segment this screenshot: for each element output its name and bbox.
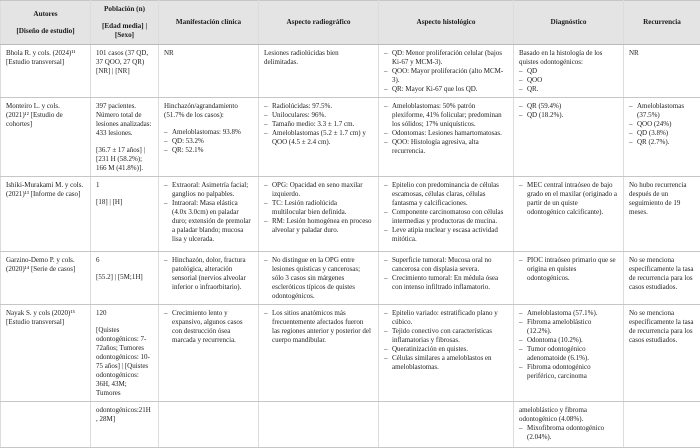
table-header [1,1,700,45]
table-cell [259,402,379,448]
cell-list-item: – No distingue en la OPG entre lesiones quísticas y cancerosas; sólo 3 casos sin márgenes escleróticos típicos de quistes odontogénicos. [264,256,372,301]
cell-list-item: – Crecimiento lento y expansivo, algunos casos con destrucción ósea marcada y recurrencia. [164,309,252,345]
table-cell [624,98,700,177]
header-row [1,1,700,45]
table-cell [259,305,379,402]
table-cell [379,402,514,448]
cell-list-item: – Ameloblastomas: 93.8% [164,128,252,137]
table-row [1,252,700,305]
cell-list-item: – QR: 52.1% [164,146,252,155]
cell-text: No se menciona específicamente la tasa de recurrencia para los casos estudiados. [629,309,694,345]
cell-text: Aspecto histológico [383,18,509,27]
cell-list-item: – Ameloblastomas (5.2 ± 1.7 cm) y QOO (4.5 ± 2.4 cm). [264,129,372,147]
cell-text: Manifestación clínica [163,18,254,27]
table-cell [514,177,624,252]
cell-text: Garzino-Demo P. y cols. (2020)¹⁴ [Serie de casos] [6,256,84,274]
table-row [1,402,700,448]
cell-list-item: – Fibroma ameloblástico (12.2%). [519,318,617,336]
table-cell [514,305,624,402]
table-cell [159,98,259,177]
column-header [159,1,259,45]
spacer [95,14,154,22]
column-header [624,1,700,45]
table-cell [259,45,379,98]
table-cell [514,45,624,98]
table-cell [159,177,259,252]
column-header [1,1,91,45]
table-cell [259,177,379,252]
cell-text: Aspecto radiográfico [263,18,374,27]
table-body [1,45,700,448]
cell-text: [55.2] | [5M;1H] [96,273,152,282]
table-row [1,45,700,98]
cell-text: [Quistes odontogénicos: 7-72años; Tumores odontogénicos: 10-75 años] | [Quistes odontogénicos: 36H, 43M; Tumores [96,326,152,398]
cell-list-item: – Mixofibroma odontogénico (2.04%). [519,424,617,442]
spacer [96,190,152,198]
table-cell [91,252,159,305]
table-cell [514,98,624,177]
cell-list-item: – OPG: Opacidad en seno maxilar izquierdo. [264,181,372,199]
table-cell [1,98,91,177]
cell-text: [18] | [H] [96,198,152,207]
cell-text: ameloblástico y fibroma odontogénico (4.08%). [519,406,617,424]
cell-text: 6 [96,256,152,265]
table-cell [379,98,514,177]
table-cell [624,305,700,402]
cell-list-item: – QOO [519,76,617,85]
cell-text: Recurrencia [628,18,696,27]
cell-list-item: – RM: Lesión homogénea en proceso alveolar y paladar duro. [264,217,372,235]
spacer [164,120,252,128]
cell-text: 120 [96,309,152,318]
column-header [514,1,624,45]
table-cell [379,177,514,252]
cell-list-item: – Intraoral: Masa elástica (4.0x 3.0cm) en paladar duro; extensión de premolar a paladar blando; mucosa lisa y ulcerada. [164,199,252,244]
cell-list-item: – Epitelio con predominancia de células escamosas, células claras, células fantasma y calcificaciones. [384,181,507,208]
table-cell [1,177,91,252]
cell-list-item: – Tumor odontogénico adenomatoide (6.1%). [519,345,617,363]
cell-list-item: – Tamaño medio: 3.3 ± 1.7 cm. [264,120,372,129]
table-cell [624,402,700,448]
table-cell [624,45,700,98]
cell-text: 1 [96,181,152,190]
cell-text: Población (n) [95,5,154,14]
table-row [1,305,700,402]
table-cell [1,252,91,305]
table-cell [1,45,91,98]
cell-list-item: – QOO: Histología agresiva, alta recurrencia. [384,138,507,156]
cell-list-item: – QOO: Mayor proliferación (alto MCM-3). [384,67,507,85]
cell-list-item: – MEC central intraóseo de bajo grado en el maxilar (originado a partir de un quiste odontogénico calcificante). [519,181,617,217]
cell-list-item: – Queratinización en quistes. [384,345,507,354]
cell-text: 101 casos (37 QD, 37 QOO, 27 QR) [NR] | [NR] [96,49,152,76]
table-cell [259,98,379,177]
table-cell [91,402,159,448]
cell-text: [Edad media] | [95,22,154,31]
table-cell [624,177,700,252]
cell-list-item: – Hinchazón, dolor, fractura patológica, alteración sensorial (nervios alveolar inferior o infraorbitario). [164,256,252,292]
cell-list-item: – Componente carcinomatoso con células intermedias y productoras de mucina. [384,208,507,226]
table-cell [379,45,514,98]
cell-text: odontogénicos:21H, 28M] [96,406,152,424]
cell-text: Autores [5,10,86,19]
cell-text: [Sexo] [95,31,154,40]
cell-text: 397 pacientes. Número total de lesiones analizadas: 433 lesiones. [96,102,152,138]
table-cell [514,402,624,448]
cell-list-item: – PIOC intraóseo primario que se origina en quistes odontogénicos. [519,256,617,283]
table-cell [259,252,379,305]
table-cell [624,252,700,305]
cell-text: No se menciona específicamente la tasa de recurrencia para los casos estudiados. [629,256,694,292]
table-cell [1,305,91,402]
cell-list-item: – Extraoral: Asimetría facial; ganglios no palpables. [164,181,252,199]
cell-list-item: – Superficie tumoral: Mucosa oral no cancerosa con displasia severa. [384,256,507,274]
spacer [96,318,152,326]
cell-text: Monteiro L. y cols. (2021)¹² [Estudio de cohortes] [6,102,84,129]
cell-list-item: – Radiolúcidas: 97.5%. [264,102,372,111]
cell-list-item: – QOO (24%) [629,120,694,129]
column-header [91,1,159,45]
cell-list-item: – Ameloblastoma (57.1%). [519,309,617,318]
cell-list-item: – Ameloblastomas: 50% patrón plexiforme, 41% folicular; predominan los sólidos; 17% uniquísticos. [384,102,507,129]
cell-text: NR [629,49,694,58]
cell-list-item: – Los sitios anatómicos más frecuentemente afectados fueron las regiones anterior y posterior del cuerpo mandibular. [264,309,372,345]
cell-list-item: – QR. [519,85,617,94]
cell-list-item: – QD (3.8%) [629,129,694,138]
spacer [5,19,86,27]
table-row [1,177,700,252]
table-cell [379,305,514,402]
cell-list-item: – Células similares a ameloblastos en ameloblastomas. [384,354,507,372]
cell-text: [36.7 ± 17 años] | [231 H (58.2%); 166 M (41.8%)]. [96,146,152,173]
table-cell [91,98,159,177]
table-cell [514,252,624,305]
cell-list-item: – Uniloculares: 96%. [264,111,372,120]
cell-list-item: – QR: Mayor Ki-67 que los QD. [384,85,507,94]
cell-list-item: – QD (18.2%). [519,111,617,120]
cell-text: Ishiki-Murakami M. y cols. (2021)¹³ [Informe de caso] [6,181,84,199]
table-cell [379,252,514,305]
cell-list-item: – QR (2.7%). [629,138,694,147]
table-cell [91,45,159,98]
cell-text: NR [164,49,252,58]
cell-text: Nayak S. y cols (2020)¹⁵ [Estudio transversal] [6,309,84,327]
cell-text: Hinchazón/agrandamiento (51.7% de los casos): [164,102,252,120]
table-cell [159,305,259,402]
column-header [259,1,379,45]
cell-list-item: – QD: Menor proliferación celular (bajos Ki-67 y MCM-3). [384,49,507,67]
cell-text: No hubo recurrencia después de un seguimiento de 19 meses. [629,181,694,217]
cell-text: Basado en la histología de los quistes odontogénicos: [519,49,617,67]
cell-text: Lesiones radiolúcidas bien delimitadas. [264,49,372,67]
cell-list-item: – Tejido conectivo con características inflamatorias y fibrosas. [384,327,507,345]
cell-text: Bhola R. y cols. (2024)¹¹ [Estudio transversal] [6,49,84,67]
cell-list-item: – QD [519,67,617,76]
spacer [96,138,152,146]
cell-list-item: – Odontoma (10.2%). [519,336,617,345]
cell-list-item: – QD: 53.2% [164,137,252,146]
table-cell [159,45,259,98]
table-cell [159,252,259,305]
cell-list-item: – Epitelio variado: estratificado plano y cúbico. [384,309,507,327]
cell-text: [Diseño de estudio] [5,27,86,36]
cell-list-item: – Odontomas: Lesiones hamartomatosas. [384,129,507,138]
cell-list-item: – Fibroma odontogénico periférico, carcinoma [519,363,617,381]
table-cell [1,402,91,448]
cell-text: Diagnóstico [518,18,619,27]
table-cell [159,402,259,448]
spacer [96,265,152,273]
cell-list-item: – TC: Lesión radiolúcida multilocular bien definida. [264,199,372,217]
cell-list-item: – Ameloblastomas (37.5%) [629,102,694,120]
cell-list-item: – QR (59.4%) [519,102,617,111]
cell-list-item: – Crecimiento tumoral: En médula ósea con intenso infiltrado inflamatorio. [384,274,507,292]
table-row [1,98,700,177]
cell-list-item: – Leve atipia nuclear y escasa actividad mitótica. [384,226,507,244]
table-cell [91,177,159,252]
column-header [379,1,514,45]
table-cell [91,305,159,402]
